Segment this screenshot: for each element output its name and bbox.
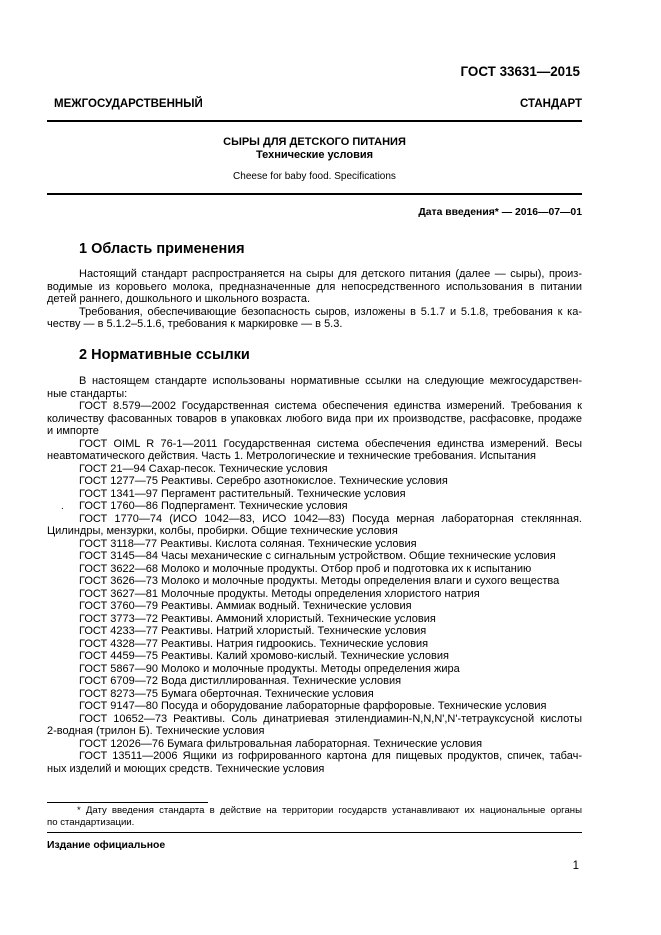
reference-line: ГОСТ 9147—80 Посуда и оборудование лабораторные фарфоровые. Технические условия [79,700,547,712]
reference-line: ных изделий и моющих средств. Технические условия [47,762,325,775]
reference-line: ГОСТ 1277—75 Реактивы. Серебро азотнокислое. Технические условия [79,475,448,487]
top-divider [47,120,582,122]
reference-line: ГОСТ 4233—77 Реактивы. Натрий хлористый. Технические условия [79,625,427,637]
reference-line: ГОСТ 12026—76 Бумага фильтровальная лабораторная. Технические условия [79,737,483,750]
title-divider [47,193,582,195]
text-line: Требования, обеспечивающие безопасность сыров, изложены в 5.1.7 и 5.1.8, требования к ка- [79,305,582,318]
gost-number: ГОСТ 33631—2015 [460,64,580,79]
reference-line: ГОСТ 3773—72 Реактивы. Аммоний хлористый. Технические условия [79,612,436,625]
reference-line: 2-водная (трилон Б). Технические условия [47,725,265,737]
text-line: честву — в 5.1.2–5.1.6, требования к маркировке — в 5.3. [47,318,343,330]
bottom-divider [47,832,582,833]
reference-line: ГОСТ 8273—75 Бумага оберточная. Технические условия [79,687,374,700]
footnote-line: * Дату введения стандарта в действие на территории государств устанавливают их национальные органы [77,805,582,816]
reference-line: ГОСТ 1760—86 Подпергамент. Технические условия [79,500,348,512]
reference-line: ГОСТ 3145—84 Часы механические с сигнальным устройством. Общие технические условия [79,550,556,562]
reference-line: ГОСТ 6709—72 Вода дистиллированная. Технические условия [79,675,402,687]
reference-line: ГОСТ 3627—81 Молочные продукты. Методы определения хлористого натрия [79,587,480,600]
text-line: детей раннего, дошкольного и школьного возраста. [47,293,311,305]
reference-line: и импорте [47,425,99,437]
section-2-body [47,375,582,775]
reference-line: ГОСТ OIML R 76-1—2011 Государственная система обеспечения единства измерений. Весы [79,437,582,450]
page-number: 1 [572,860,579,872]
reference-line: ГОСТ 5867—90 Молоко и молочные продукты. Методы определения жира [79,662,460,675]
reference-line: неавтоматического действия. Часть 1. Метрологические и технические требования. Испытания [47,450,536,462]
section-2-heading: 2 Нормативные ссылки [79,347,250,363]
footnote-line: по стандартизации. [47,816,135,828]
interstate-standard-banner: МЕЖГОСУДАРСТВЕННЫЙ СТАНДАРТ [54,98,582,110]
reference-line: ГОСТ 4328—77 Реактивы. Натрия гидроокись. Технические условия [79,637,429,650]
reference-line: ГОСТ 13511—2006 Ящики из гофрированного картона для пищевых продуктов, спичек, табач- [79,750,582,762]
section-1-heading: 1 Область применения [79,241,245,257]
reference-line: ГОСТ 8.579—2002 Государственная система обеспечения единства измерений. Требования к [79,400,582,412]
stray-mark: . [61,501,64,512]
section-1-body [47,268,582,331]
text-line: Настоящий стандарт распространяется на сыры для детского питания (далее — сыры), произ- [79,268,582,280]
reference-line: ГОСТ 3118—77 Реактивы. Кислота соляная. Технические условия [79,537,417,550]
reference-line: количеству фасованных товаров в упаковках любого вида при их производстве, расфасовке, продаже [47,412,582,425]
reference-line: ГОСТ 1770—74 (ИСО 1042—83, ИСО 1042—83) Посуда мерная лабораторная стеклянная. [79,512,582,525]
footnote [47,805,582,828]
document-english-title: Cheese for baby food. Specifications [233,171,396,182]
document-title: СЫРЫ ДЛЯ ДЕТСКОГО ПИТАНИЯ [223,136,406,148]
official-edition-label: Издание официальное [47,840,166,851]
reference-line: ГОСТ 3622—68 Молоко и молочные продукты. Отбор проб и подготовка их к испытанию [79,562,532,575]
reference-line: Цилиндры, мензурки, колбы, пробирки. Общие технические условия [47,525,398,537]
introduction-date: Дата введения* — 2016—07—01 [418,207,582,218]
reference-line: ГОСТ 3760—79 Реактивы. Аммиак водный. Технические условия [79,600,412,612]
reference-line: ГОСТ 21—94 Сахар-песок. Технические условия [79,462,328,475]
reference-line: ГОСТ 1341—97 Пергамент растительный. Технические условия [79,487,406,500]
reference-line: ГОСТ 4459—75 Реактивы. Калий хромово-кислый. Технические условия [79,650,449,662]
reference-line: ГОСТ 10652—73 Реактивы. Соль динатриевая этилендиамин-N,N,N',N'-тетрауксусной кислоты [79,712,582,725]
text-line: водимые из коровьего молока, предназначенные для непосредственного использования в питании [47,280,582,293]
reference-line: ГОСТ 3626—73 Молоко и молочные продукты. Методы определения влаги и сухого вещества [79,575,560,587]
text-line: ные стандарты: [47,387,128,400]
footnote-divider [47,802,208,803]
document-subtitle: Технические условия [255,149,374,161]
text-line: В настоящем стандарте использованы нормативные ссылки на следующие межгосударствен- [79,375,582,387]
